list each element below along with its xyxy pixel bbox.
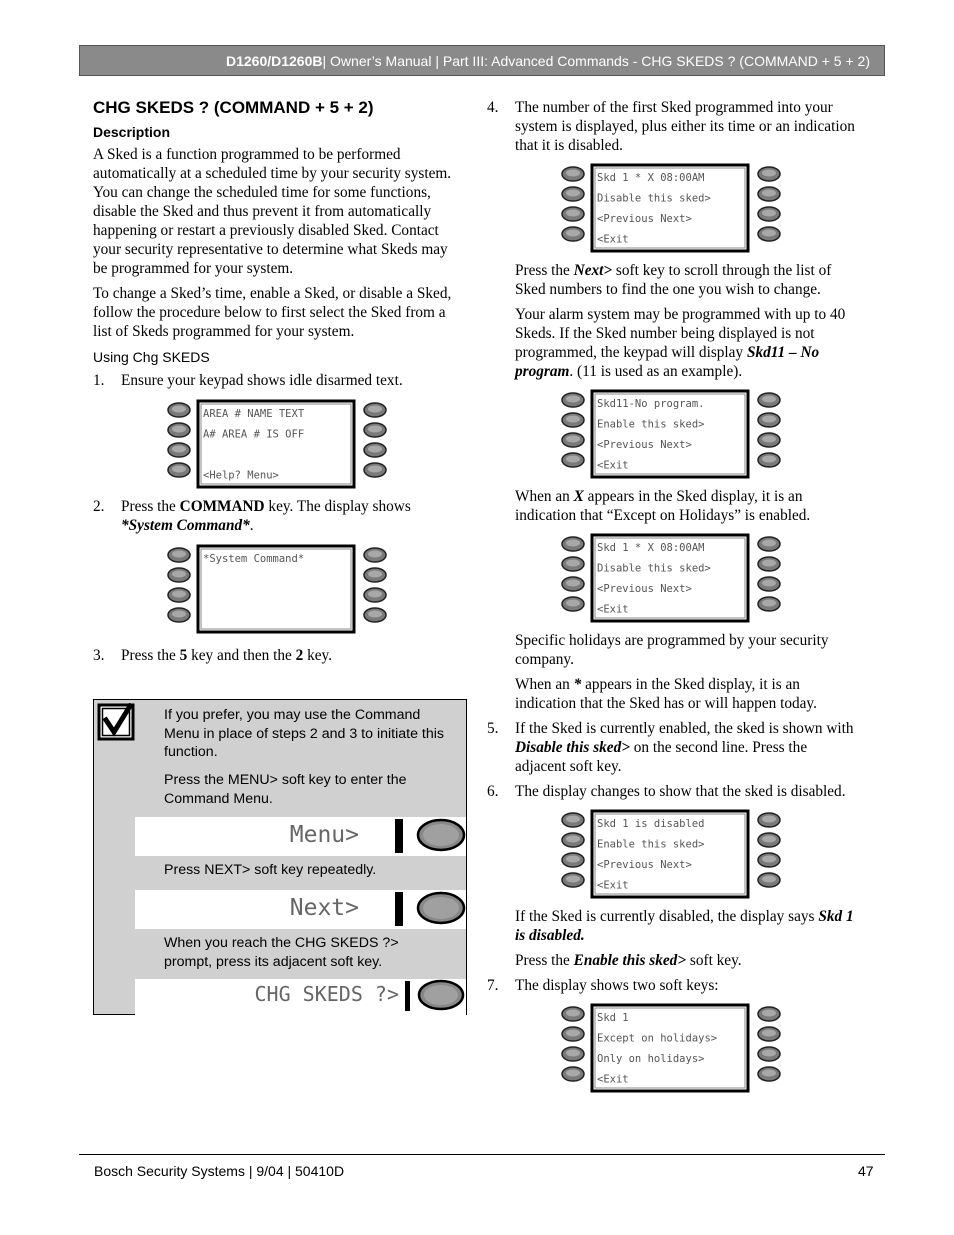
lcd-line-2: Enable this sked> xyxy=(597,418,705,431)
disabled-label: Skd 1 is disabled. xyxy=(515,908,854,944)
section-title: CHG SKEDS ? (COMMAND + 5 + 2) xyxy=(93,98,374,117)
step-1 xyxy=(93,371,465,390)
lcd-line-4: <Exit xyxy=(597,603,629,616)
lcd-line-1: Skd 1 xyxy=(597,1012,629,1024)
footer-info: Bosch Security Systems | 9/04 | 50410D xyxy=(94,1163,345,1179)
lcd-line-1: Skd 1 * X 08:00AM xyxy=(597,172,705,184)
text-run: key. The display shows xyxy=(264,498,411,515)
text-run: If the Sked is currently enabled, the sked is shown with xyxy=(515,720,854,737)
text-run: . xyxy=(249,517,254,534)
text-run: If the Sked is currently disabled, the display says xyxy=(515,908,819,925)
step-text xyxy=(121,497,465,535)
next-key-label: Next> xyxy=(573,262,613,279)
note-box xyxy=(93,699,467,1015)
text-run: When an xyxy=(515,488,574,505)
lcd-line-2: Disable this sked> xyxy=(597,562,711,575)
checkmark-icon xyxy=(97,703,135,741)
note-text-2: Press the MENU> soft key to enter the Command Menu. xyxy=(164,772,407,807)
lcd-line-2: Disable this sked> xyxy=(597,192,711,205)
lcd-line-3: <Previous Next> xyxy=(597,439,692,451)
menu-soft-key-graphic xyxy=(135,817,466,856)
step-number: 3. xyxy=(93,647,105,664)
x-label: X xyxy=(573,488,584,505)
step-number: 4. xyxy=(487,99,499,116)
lcd-line-4: <Help? Menu> xyxy=(203,469,279,482)
step-3 xyxy=(93,646,465,665)
lcd-line-4: <Exit xyxy=(597,1073,629,1086)
step-2 xyxy=(93,497,465,535)
star-label: * xyxy=(573,676,582,693)
next-soft-key-strip xyxy=(135,890,466,929)
lcd-line-1: Skd11-No program. xyxy=(597,398,705,410)
enable-paragraph xyxy=(487,951,859,970)
next-soft-key-graphic xyxy=(135,890,466,929)
text-run: Your alarm system may be programmed with up to 40 Skeds. If the Sked number being displayed is not programmed, the keypad will display xyxy=(515,306,846,361)
text-run: Press the xyxy=(121,498,180,515)
note-text-4: When you reach the CHG SKEDS ?> prompt, press its adjacent soft key. xyxy=(164,935,399,970)
step-number: 2. xyxy=(93,498,105,515)
chg-skeds-soft-key-strip xyxy=(135,979,466,1015)
lcd-line-1: AREA # NAME TEXT xyxy=(203,408,305,420)
menu-label: Menu> xyxy=(289,822,359,848)
next-label: Next> xyxy=(289,895,359,921)
step-text xyxy=(121,646,465,665)
note-text-1: If you prefer, you may use the Command Menu in place of steps 2 and 3 to initiate this function. xyxy=(164,707,444,760)
text-run: appears in the Sked display, it is an indication that the Sked has or will happen today. xyxy=(515,676,817,712)
keypad-system-command-display xyxy=(167,544,389,636)
note-text-3: Press NEXT> soft key repeatedly. xyxy=(164,862,377,878)
keypad-x-indicator-display xyxy=(561,533,783,625)
keypad-no-program-display xyxy=(561,389,783,481)
text-run: Press the xyxy=(121,647,180,664)
keypad-holiday-options-display xyxy=(561,1003,783,1095)
next-instructions xyxy=(487,261,859,299)
text-run: soft key to scroll through the list of Sked numbers to find the one you wish to change. xyxy=(515,262,832,298)
text-run: Press the xyxy=(515,262,574,279)
menu-soft-key-strip xyxy=(135,817,466,856)
lcd-line-4: <Exit xyxy=(597,879,629,892)
page-header xyxy=(79,45,885,76)
lcd-line-3: <Previous Next> xyxy=(597,213,692,225)
alarm-system-paragraph xyxy=(487,305,859,381)
text-run: Press the xyxy=(515,952,574,969)
step-number: 5. xyxy=(487,720,499,737)
holidays-paragraph: Specific holidays are programmed by your security company. xyxy=(515,632,829,668)
header-title: | Owner’s Manual | Part III: Advanced Commands - CHG SKEDS ? (COMMAND + 5 + 2) xyxy=(322,52,870,69)
lcd-line-2: Enable this sked> xyxy=(597,838,705,851)
lcd-line-3: Only on holidays> xyxy=(597,1053,705,1065)
disabled-paragraph xyxy=(487,907,859,945)
right-column xyxy=(487,98,859,1095)
using-heading: Using Chg SKEDS xyxy=(93,349,210,365)
lcd-line-1: Skd 1 is disabled xyxy=(597,818,705,830)
step-number: 6. xyxy=(487,783,499,800)
lcd-line-1: *System Command* xyxy=(203,553,305,565)
lcd-line-4: <Exit xyxy=(597,459,629,472)
step-4 xyxy=(487,98,859,155)
text-run: appears in the Sked display, it is an indication that “Except on Holidays” is enabled. xyxy=(515,488,811,524)
step-number: 7. xyxy=(487,977,499,994)
lcd-line-2: A# AREA # IS OFF xyxy=(203,428,305,441)
left-column xyxy=(93,98,465,665)
step-text: The display shows two soft keys: xyxy=(515,977,719,994)
lcd-line-3: <Previous Next> xyxy=(597,859,692,871)
text-run: . (11 is used as an example). xyxy=(569,363,743,380)
text-run: key. xyxy=(303,647,333,664)
key-5-label: 5 xyxy=(179,647,188,664)
star-indicator-paragraph xyxy=(487,675,859,713)
chg-skeds-label: CHG SKEDS ?> xyxy=(254,982,399,1006)
description-heading: Description xyxy=(93,124,171,140)
enable-sked-label: Enable this sked> xyxy=(573,952,687,969)
text-run: When an xyxy=(515,676,574,693)
x-indicator-paragraph xyxy=(487,487,859,525)
key-2-label: 2 xyxy=(295,647,304,664)
text-run: soft key. xyxy=(686,952,742,969)
footer-rule xyxy=(79,1154,885,1155)
system-command-label: *System Command* xyxy=(121,517,250,534)
step-5 xyxy=(487,719,859,776)
header-model: D1260/D1260B xyxy=(225,52,323,69)
description-paragraph: A Sked is a function programmed to be performed automatically at a scheduled time by your security system. You can change the scheduled time for some functions, disable the Sked and thus prevent it from automatically happening or restart a previously disabled Sked. Contact your security representative to determine what Skeds may be programmed for your system. xyxy=(93,146,452,277)
chg-skeds-soft-key-graphic xyxy=(135,979,466,1015)
text-run: on the second line. Press the adjacent soft key. xyxy=(515,739,808,775)
step-text xyxy=(515,719,859,776)
step-7 xyxy=(487,976,859,995)
keypad-sked-enabled-display xyxy=(561,163,783,255)
no-program-label: Skd11 – No program xyxy=(515,344,820,380)
step-text: The display changes to show that the sked is disabled. xyxy=(515,783,846,800)
lcd-line-3: <Previous Next> xyxy=(597,583,692,595)
command-key-label: COMMAND xyxy=(179,498,265,515)
step-text: Ensure your keypad shows idle disarmed text. xyxy=(121,372,403,389)
step-number: 1. xyxy=(93,372,105,389)
lcd-line-4: <Exit xyxy=(597,233,629,246)
step-text: The number of the first Sked programmed into your system is displayed, plus either its time or an indication that it is disabled. xyxy=(515,99,855,154)
page-number: 47 xyxy=(858,1163,874,1179)
keypad-idle-display xyxy=(167,399,389,491)
text-run: key and then the xyxy=(187,647,296,664)
procedure-paragraph: To change a Sked’s time, enable a Sked, or disable a Sked, follow the procedure below to first select the Sked from a list of Skeds programmed for your system. xyxy=(93,285,452,340)
lcd-line-1: Skd 1 * X 08:00AM xyxy=(597,542,705,554)
step-6 xyxy=(487,782,859,801)
disable-sked-label: Disable this sked> xyxy=(515,739,630,756)
keypad-sked-disabled-display xyxy=(561,809,783,901)
lcd-line-2: Except on holidays> xyxy=(597,1032,718,1045)
